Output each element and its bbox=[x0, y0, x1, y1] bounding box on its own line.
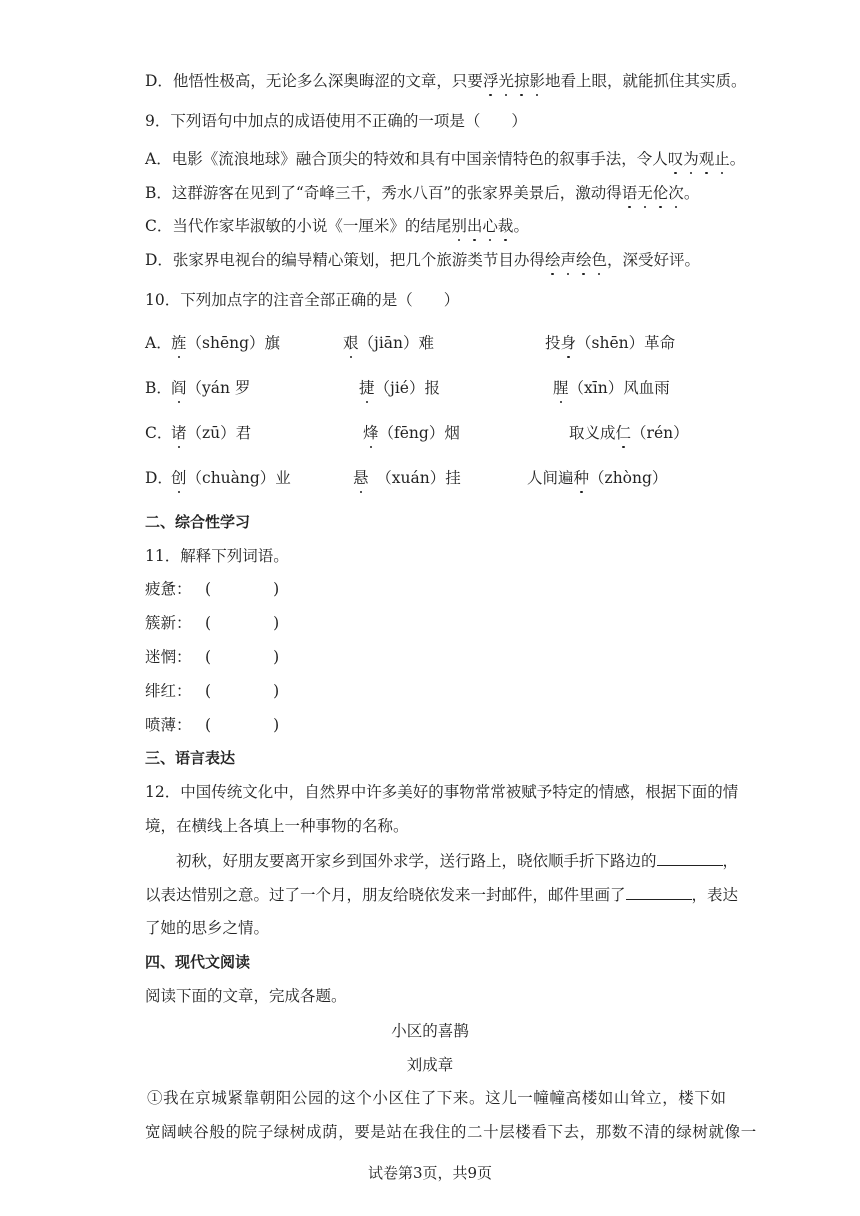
q11-word-1: 疲惫： ( ) bbox=[145, 580, 280, 598]
article-paragraph-1: ①我在京城紧靠朝阳公园的这个小区住了下来。这儿一幢幢高楼如山耸立，楼下如 bbox=[147, 1089, 727, 1107]
section-heading-3: 三、语言表达 bbox=[145, 749, 236, 767]
q12-line-5: 了她的思乡之情。 bbox=[145, 919, 270, 937]
q12-line-3: 初秋，好朋友要离开家乡到国外求学，送行路上，晓依顺手折下路边的 ， bbox=[176, 852, 739, 870]
article-author: 刘成章 bbox=[406, 1056, 454, 1074]
q11-word-2: 簇新： ( ) bbox=[145, 614, 280, 632]
q11-word-5: 喷薄： ( ) bbox=[145, 716, 280, 734]
q8-option-d: D．他悟性极高，无论多么深奥晦涩的文章，只要浮光掠影地看上眼，就能抓住其实质。 bbox=[145, 72, 747, 90]
reading-intro: 阅读下面的文章，完成各题。 bbox=[145, 987, 347, 1005]
q12-line-4: 以表达惜别之意。过了一个月，朋友给晓依发来一封邮件，邮件里画了 ，表达 bbox=[145, 886, 739, 904]
page-footer: 试卷第3页，共9页 bbox=[367, 1164, 493, 1182]
article-paragraph-1-cont: 宽阔峡谷般的院子绿树成荫，要是站在我住的二十层楼看下去，那数不清的绿树就像一 bbox=[145, 1123, 757, 1141]
article-title: 小区的喜鹊 bbox=[391, 1022, 469, 1040]
q10-stem: 10．下列加点字的注音全部正确的是（ ） bbox=[145, 291, 460, 309]
q11-word-4: 绯红： ( ) bbox=[145, 682, 280, 700]
q9-option-b: B．这群游客在见到了“奇峰三千，秀水八百”的张家界美景后，激动得语无伦次。 bbox=[145, 184, 700, 202]
blank-line bbox=[626, 885, 692, 900]
q9-option-a: A．电影《流浪地球》融合顶尖的特效和具有中国亲情特色的叙事手法，令人叹为观止。 bbox=[145, 150, 746, 168]
q9-stem: 9．下列语句中加点的成语使用不正确的一项是（ ） bbox=[145, 112, 527, 130]
dotted-word: 浮光掠影 bbox=[482, 72, 545, 90]
q11-word-3: 迷惘： ( ) bbox=[145, 648, 280, 666]
q12-line-1: 12．中国传统文化中，自然界中许多美好的事物常常被赋予特定的情感，根据下面的情 bbox=[145, 783, 739, 801]
q9-option-d: D．张家界电视台的编导精心策划，把几个旅游类节目办得绘声绘色，深受好评。 bbox=[145, 251, 701, 269]
section-heading-4: 四、现代文阅读 bbox=[145, 953, 251, 971]
q12-line-2: 境，在横线上各填上一种事物的名称。 bbox=[145, 817, 409, 835]
blank-line bbox=[657, 851, 723, 866]
q9-option-c: C．当代作家毕淑敏的小说《一厘米》的结尾别出心裁。 bbox=[145, 217, 529, 235]
section-heading-2: 二、综合性学习 bbox=[145, 513, 251, 531]
q11-stem: 11．解释下列词语。 bbox=[145, 547, 289, 565]
